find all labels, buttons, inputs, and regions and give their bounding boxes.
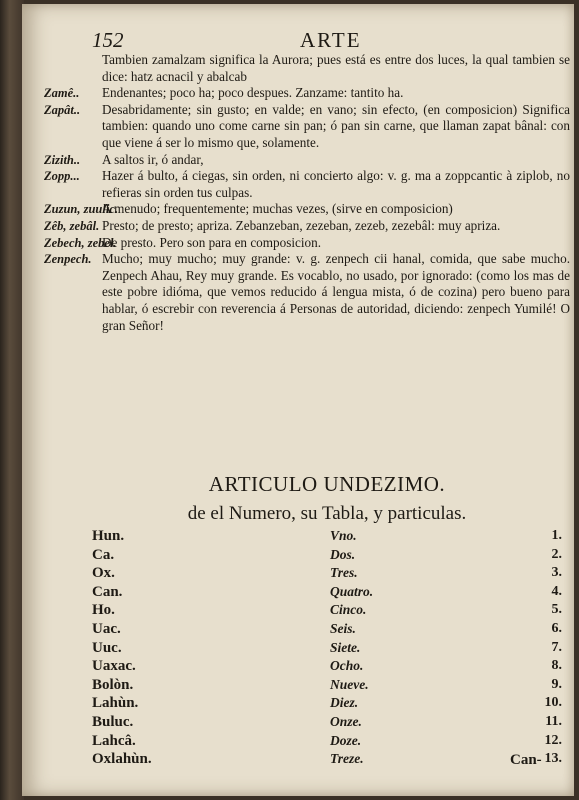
spanish-numeral: Nueve.: [330, 676, 369, 692]
table-row: [92, 695, 568, 714]
entry-term: Zebech, zebel.: [44, 235, 117, 250]
page-number: 152: [92, 28, 124, 52]
maya-numeral: Uac.: [92, 620, 121, 637]
spanish-numeral: Seis.: [330, 620, 356, 636]
spanish-numeral: Cinco.: [330, 602, 367, 618]
dictionary-entry: [44, 217, 570, 235]
dictionary-entry: [102, 52, 570, 85]
maya-numeral: Uaxac.: [92, 658, 136, 675]
running-title: ARTE: [300, 28, 362, 52]
table-row: [92, 602, 568, 621]
dictionary-entry: [44, 168, 570, 201]
table-row: [92, 677, 568, 696]
entry-definition: A menudo; frequentemente; muchas vezes, (sirve en composicion): [102, 201, 453, 217]
maya-numeral: Ox.: [92, 565, 115, 582]
arabic-numeral: 7.: [551, 639, 562, 655]
dictionary-entry: [44, 234, 570, 252]
maya-numeral: Uuc.: [92, 639, 122, 656]
dictionary-entries: [44, 52, 570, 334]
table-row: [92, 528, 568, 547]
table-row: [92, 714, 568, 733]
spanish-numeral: Siete.: [330, 639, 361, 655]
table-row: [92, 621, 568, 640]
entry-definition: Mucho; muy mucho; muy grande: v. g. zenpech cii hanal, comida, que sabe mucho. Zenpech Ahau, Rey muy grande. Es vocablo, no usado, por ignorado: (como los mas de este pobre idióma, que vemos reducido á lengua mista, ó de cozina) pero bueno para hablar, ó escrebir con reverencia á Personas de autoridad, diciendo: zenpech Yumilé! O gran Señor!: [102, 251, 570, 333]
spanish-numeral: Onze.: [330, 713, 362, 729]
arabic-numeral: 9.: [551, 676, 562, 692]
entry-term: Zopp...: [44, 169, 80, 184]
arabic-numeral: 6.: [551, 620, 562, 636]
table-row: [92, 658, 568, 677]
arabic-numeral: 11.: [545, 713, 562, 729]
spanish-numeral: Treze.: [330, 751, 364, 767]
number-table: [92, 528, 568, 770]
arabic-numeral: 1.: [551, 528, 562, 543]
entry-term: Zapât..: [44, 102, 81, 117]
book-spine-edge: [0, 0, 24, 800]
dictionary-entry: [44, 85, 570, 102]
spanish-numeral: Doze.: [330, 732, 362, 748]
arabic-numeral: 12.: [544, 732, 562, 748]
maya-numeral: Ca.: [92, 546, 115, 563]
table-row: [92, 584, 568, 603]
entry-definition: Presto; de presto; apriza. Zebanzeban, zezeban, zezeb, zezebâl: muy apriza.: [102, 217, 501, 233]
entry-term: Zizith..: [44, 152, 81, 167]
spanish-numeral: Diez.: [330, 695, 359, 711]
article-subtitle: de el Numero, su Tabla, y particulas.: [187, 503, 467, 524]
arabic-numeral: 10.: [544, 695, 562, 711]
maya-numeral: Buluc.: [92, 713, 134, 730]
arabic-numeral: 8.: [551, 658, 562, 674]
arabic-numeral: 4.: [551, 583, 562, 599]
spanish-numeral: Vno.: [330, 528, 357, 543]
spanish-numeral: Quatro.: [330, 583, 374, 599]
maya-numeral: Bolòn.: [92, 676, 134, 693]
dictionary-entry: [44, 151, 570, 169]
spanish-numeral: Ocho.: [330, 658, 364, 674]
entry-definition: Desabridamente; sin gusto; en valde; en vano; sin efecto, (en composicion) Significa tambien: quando uno come carne sin pan; ó pan sin carne, que llaman zapat bânal: con que viene á ser lo mismo que, solamente.: [102, 101, 570, 150]
table-row: [92, 751, 568, 770]
article-heading: [92, 472, 562, 525]
spanish-numeral: Tres.: [330, 565, 358, 581]
maya-numeral: Oxlahùn.: [92, 751, 152, 768]
entry-term: Zêb, zebâl.: [44, 218, 100, 233]
dictionary-entry: [44, 101, 570, 152]
article-title: ARTICULO UNDEZIMO.: [208, 472, 446, 496]
entry-definition: Hazer á bulto, á ciegas, sin orden, ni concierto algo: v. g. ma a zoppcantic à ziplob, no refieras sin orden tus culpas.: [102, 168, 570, 200]
entry-term: Zenpech.: [44, 252, 92, 267]
table-row: [92, 733, 568, 752]
maya-numeral: Ho.: [92, 602, 115, 619]
table-row: [92, 640, 568, 659]
maya-numeral: Lahcâ.: [92, 732, 136, 749]
entry-term: Zuzun, zuulic.: [44, 202, 118, 217]
book-page: [22, 4, 574, 796]
arabic-numeral: 3.: [551, 565, 562, 581]
arabic-numeral: 2.: [551, 546, 562, 562]
page-header: [92, 28, 562, 50]
entry-definition: Endenantes; poco ha; poco despues. Zanzame: tantito ha.: [102, 85, 404, 101]
maya-numeral: Lahùn.: [92, 695, 139, 712]
maya-numeral: Can.: [92, 583, 123, 600]
maya-numeral: Hun.: [92, 528, 125, 544]
dictionary-entry: [44, 251, 570, 334]
entry-definition: De presto. Pero son para en composicion.: [102, 234, 322, 250]
arabic-numeral: 5.: [551, 602, 562, 618]
arabic-numeral: 13.: [544, 751, 562, 767]
entry-definition: A saltos ir, ó andar,: [102, 151, 204, 167]
spanish-numeral: Dos.: [330, 546, 356, 562]
table-row: [92, 547, 568, 566]
entry-definition: Tambien zamalzam significa la Aurora; pues está es entre dos luces, la qual tambien se dice: hatz acnacil y abalcab: [102, 52, 570, 84]
catchword: Can-: [510, 752, 542, 768]
dictionary-entry: [44, 201, 570, 218]
entry-term: Zamê..: [44, 86, 80, 101]
table-row: [92, 565, 568, 584]
